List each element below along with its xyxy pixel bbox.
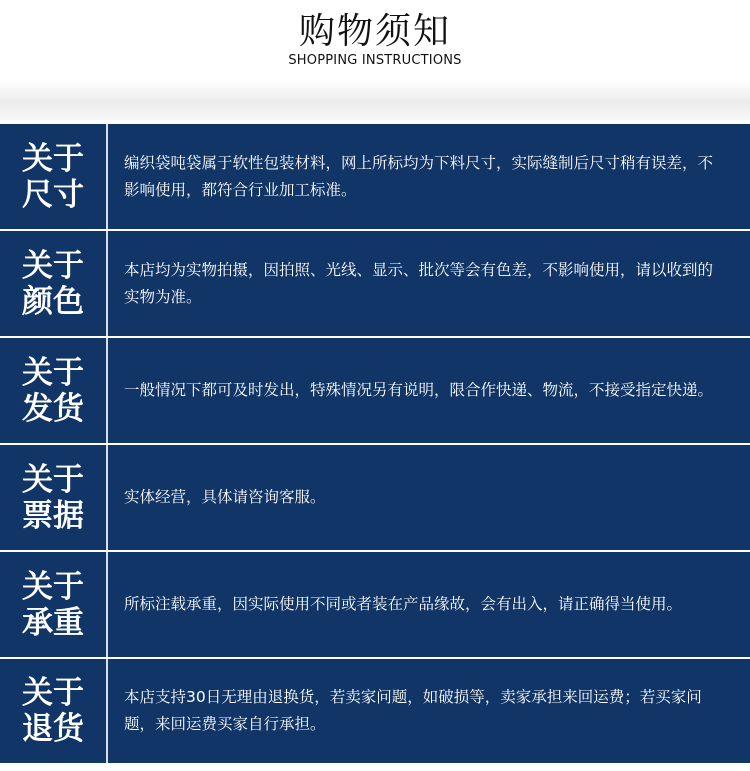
section-label-line1: 关于 bbox=[22, 461, 84, 498]
section-divider bbox=[106, 659, 108, 763]
header-shadow bbox=[0, 80, 750, 120]
section-label-line1: 关于 bbox=[22, 140, 84, 177]
section-text-content: 所标注载承重，因实际使用不同或者装在产品缘故，会有出入，请正确得当使用。 bbox=[124, 595, 683, 613]
section-label-line2: 承重 bbox=[22, 604, 84, 641]
section-divider bbox=[106, 231, 108, 336]
instructions-list bbox=[0, 124, 750, 763]
section-label-line2: 颜色 bbox=[22, 283, 84, 320]
section-color bbox=[0, 231, 750, 336]
page-header bbox=[0, 0, 750, 120]
section-text bbox=[124, 338, 728, 443]
page-title: 购物须知 bbox=[298, 11, 451, 52]
section-text-content: 编织袋吨袋属于软性包装材料，网上所标均为下料尺寸，实际缝制后尺寸稍有误差，不影响使用，都符合行业加工标准。 bbox=[124, 153, 714, 199]
section-text bbox=[124, 124, 728, 229]
section-text-content: 实体经营，具体请咨询客服。 bbox=[124, 488, 326, 506]
section-label-line2: 发货 bbox=[22, 390, 84, 427]
section-text bbox=[124, 445, 728, 550]
section-label bbox=[0, 231, 106, 336]
section-label bbox=[0, 552, 106, 657]
section-label bbox=[0, 124, 106, 229]
section-label-line1: 关于 bbox=[22, 354, 84, 391]
section-divider bbox=[106, 338, 108, 443]
section-label-line2: 票据 bbox=[22, 497, 84, 534]
section-shipping bbox=[0, 338, 750, 443]
section-returns bbox=[0, 659, 750, 763]
section-text bbox=[124, 659, 728, 763]
section-label-line2: 退货 bbox=[22, 711, 84, 747]
section-label-line2: 尺寸 bbox=[22, 176, 84, 213]
section-label bbox=[0, 445, 106, 550]
section-text bbox=[124, 552, 728, 657]
section-size bbox=[0, 124, 750, 229]
section-divider bbox=[106, 552, 108, 657]
section-text-content: 本店支持30日无理由退换货，若卖家问题，如破损等，卖家承担来回运费；若买家问题，来回运费买家自行承担。 bbox=[124, 688, 702, 733]
section-divider bbox=[106, 124, 108, 229]
section-label-line1: 关于 bbox=[22, 247, 84, 284]
section-invoice bbox=[0, 445, 750, 550]
section-text-content: 本店均为实物拍摄，因拍照、光线、显示、批次等会有色差，不影响使用，请以收到的实物为准。 bbox=[124, 260, 714, 306]
section-label bbox=[0, 338, 106, 443]
section-label bbox=[0, 659, 106, 763]
section-text bbox=[124, 231, 728, 336]
page-subtitle: SHOPPING INSTRUCTIONS bbox=[288, 53, 462, 68]
section-divider bbox=[106, 445, 108, 550]
section-label-line1: 关于 bbox=[22, 568, 84, 605]
section-label-line1: 关于 bbox=[22, 675, 84, 711]
section-load bbox=[0, 552, 750, 657]
section-text-content: 一般情况下都可及时发出，特殊情况另有说明，限合作快递、物流，不接受指定快递。 bbox=[124, 381, 714, 399]
